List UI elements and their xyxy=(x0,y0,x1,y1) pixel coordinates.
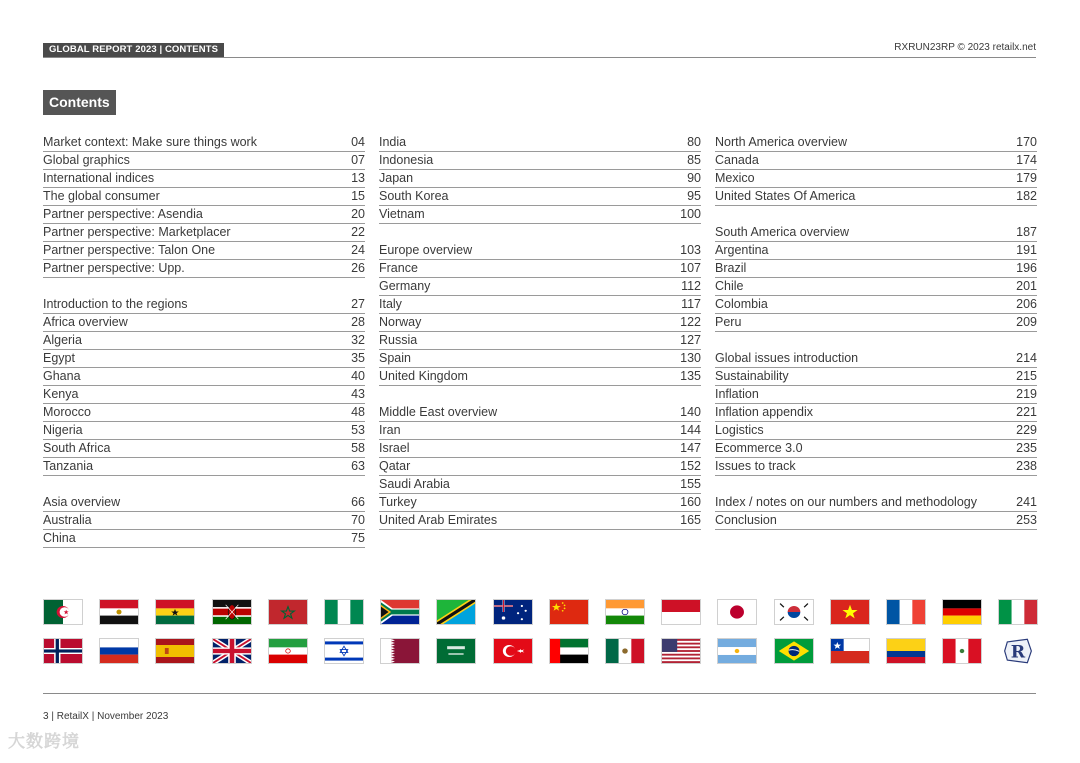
toc-entry-title: China xyxy=(43,531,76,545)
watermark: 大数跨境 xyxy=(8,732,80,751)
toc-entry-page-number: 48 xyxy=(351,405,365,419)
toc-entry[interactable] xyxy=(715,440,1037,458)
toc-entry[interactable] xyxy=(379,242,701,260)
toc-entry-title: Morocco xyxy=(43,405,91,419)
toc-entry[interactable] xyxy=(715,260,1037,278)
spain-flag-icon xyxy=(155,638,195,664)
toc-entry-page-number: 147 xyxy=(680,441,701,455)
toc-entry-title: Egypt xyxy=(43,351,75,365)
toc-column-1 xyxy=(43,134,365,548)
toc-entry[interactable] xyxy=(379,188,701,206)
south-korea-flag-icon xyxy=(774,599,814,625)
toc-entry[interactable] xyxy=(715,512,1037,530)
footer-divider xyxy=(43,693,1036,694)
toc-entry-page-number: 112 xyxy=(681,279,701,293)
united-kingdom-flag-icon xyxy=(212,638,252,664)
toc-entry-page-number: 85 xyxy=(687,153,701,167)
iran-flag-icon xyxy=(268,638,308,664)
toc-entry[interactable] xyxy=(379,440,701,458)
toc-entry-page-number: 174 xyxy=(1016,153,1037,167)
toc-entry-title: The global consumer xyxy=(43,189,160,203)
toc-entry-title: India xyxy=(379,135,407,149)
toc-entry[interactable] xyxy=(715,404,1037,422)
toc-entry-page-number: 26 xyxy=(351,261,365,275)
china-flag-icon xyxy=(549,599,589,625)
kenya-flag-icon xyxy=(212,599,252,625)
toc-entry-title: Partner perspective: Marketplacer xyxy=(43,225,231,239)
toc-entry-title: Partner perspective: Talon One xyxy=(43,243,216,257)
toc-entry[interactable] xyxy=(379,206,701,224)
header-divider xyxy=(43,57,1036,58)
toc-entry[interactable] xyxy=(43,296,365,314)
toc-entry-page-number: 170 xyxy=(1016,135,1037,149)
toc-entry[interactable] xyxy=(379,170,701,188)
toc-entry-page-number: 22 xyxy=(351,225,365,239)
toc-entry-title: Vietnam xyxy=(379,207,425,221)
toc-entry[interactable] xyxy=(43,404,365,422)
toc-entry[interactable] xyxy=(715,134,1037,152)
toc-entry[interactable] xyxy=(379,350,701,368)
toc-entry-page-number: 215 xyxy=(1016,369,1037,383)
report-section-tag: GLOBAL REPORT 2023 | CONTENTS xyxy=(43,43,224,57)
toc-entry[interactable] xyxy=(379,134,701,152)
toc-entry-page-number: 165 xyxy=(680,513,701,527)
toc-entry-title: Indonesia xyxy=(379,153,434,167)
toc-entry-page-number: 221 xyxy=(1016,405,1037,419)
toc-entry-page-number: 53 xyxy=(351,423,365,437)
toc-entry-page-number: 155 xyxy=(680,477,701,491)
toc-entry[interactable] xyxy=(43,332,365,350)
toc-entry-page-number: 206 xyxy=(1016,297,1037,311)
toc-entry-page-number: 191 xyxy=(1016,243,1037,257)
toc-entry[interactable] xyxy=(379,512,701,530)
toc-entry[interactable] xyxy=(43,224,365,242)
russia-flag-icon xyxy=(99,638,139,664)
toc-entry-title: Qatar xyxy=(379,459,411,473)
toc-entry-title: International indices xyxy=(43,171,155,185)
toc-entry-page-number: 140 xyxy=(680,405,701,419)
toc-entry-title: Middle East overview xyxy=(379,405,498,419)
toc-entry-title: Inflation xyxy=(715,387,759,401)
australia-flag-icon xyxy=(493,599,533,625)
toc-entry-title: Japan xyxy=(379,171,414,185)
chile-flag-icon xyxy=(830,638,870,664)
toc-entry-page-number: 90 xyxy=(687,171,701,185)
toc-entry-page-number: 127 xyxy=(680,333,701,347)
toc-spacer xyxy=(715,206,1037,224)
toc-entry-title: Argentina xyxy=(715,243,769,257)
toc-entry-page-number: 179 xyxy=(1016,171,1037,185)
morocco-flag-icon xyxy=(268,599,308,625)
toc-entry-page-number: 27 xyxy=(351,297,365,311)
toc-entry[interactable] xyxy=(43,206,365,224)
japan-flag-icon xyxy=(717,599,757,625)
germany-flag-icon xyxy=(942,599,982,625)
toc-entry[interactable] xyxy=(43,170,365,188)
uae-flag-icon xyxy=(549,638,589,664)
toc-entry-title: Logistics xyxy=(715,423,764,437)
ghana-flag-icon xyxy=(155,599,195,625)
toc-spacer xyxy=(715,476,1037,494)
toc-entry[interactable] xyxy=(379,494,701,512)
south-africa-flag-icon xyxy=(380,599,420,625)
toc-column-2 xyxy=(379,134,701,530)
toc-entry[interactable] xyxy=(379,368,701,386)
toc-entry[interactable] xyxy=(43,512,365,530)
toc-entry-title: Nigeria xyxy=(43,423,83,437)
toc-spacer xyxy=(43,476,365,494)
peru-flag-icon xyxy=(942,638,982,664)
toc-entry[interactable] xyxy=(715,368,1037,386)
toc-entry-page-number: 103 xyxy=(680,243,701,257)
toc-entry[interactable] xyxy=(379,314,701,332)
toc-entry-page-number: 80 xyxy=(687,135,701,149)
toc-entry-title: Asia overview xyxy=(43,495,121,509)
svg-text:R: R xyxy=(1011,642,1026,663)
toc-entry-page-number: 241 xyxy=(1016,495,1037,509)
usa-flag-icon xyxy=(661,638,701,664)
toc-entry-page-number: 144 xyxy=(680,423,701,437)
toc-entry-title: Peru xyxy=(715,315,742,329)
toc-entry-title: Partner perspective: Upp. xyxy=(43,261,185,275)
toc-entry[interactable] xyxy=(715,296,1037,314)
toc-entry-title: United Kingdom xyxy=(379,369,468,383)
toc-entry-page-number: 24 xyxy=(351,243,365,257)
toc-entry-page-number: 130 xyxy=(680,351,701,365)
toc-entry-title: Global issues introduction xyxy=(715,351,859,365)
toc-entry-page-number: 122 xyxy=(680,315,701,329)
toc-entry-page-number: 219 xyxy=(1016,387,1037,401)
toc-entry-title: Ecommerce 3.0 xyxy=(715,441,803,455)
toc-entry[interactable] xyxy=(715,314,1037,332)
toc-spacer xyxy=(43,278,365,296)
toc-spacer xyxy=(715,332,1037,350)
toc-entry-title: Israel xyxy=(379,441,410,455)
israel-flag-icon xyxy=(324,638,364,664)
toc-entry-title: South Korea xyxy=(379,189,449,203)
toc-entry-title: Italy xyxy=(379,297,402,311)
toc-entry-title: Algeria xyxy=(43,333,82,347)
vietnam-flag-icon xyxy=(830,599,870,625)
toc-entry-page-number: 35 xyxy=(351,351,365,365)
toc-entry-title: Issues to track xyxy=(715,459,796,473)
france-flag-icon xyxy=(886,599,926,625)
toc-entry-page-number: 95 xyxy=(687,189,701,203)
toc-entry-page-number: 201 xyxy=(1016,279,1037,293)
toc-entry[interactable] xyxy=(379,296,701,314)
toc-entry-page-number: 28 xyxy=(351,315,365,329)
toc-entry[interactable] xyxy=(715,188,1037,206)
toc-entry[interactable] xyxy=(715,386,1037,404)
toc-column-3 xyxy=(715,134,1037,530)
toc-entry-title: Index / notes on our numbers and methodology xyxy=(715,495,977,509)
toc-entry-title: Market context: Make sure things work xyxy=(43,135,257,149)
toc-entry-page-number: 13 xyxy=(351,171,365,185)
toc-entry[interactable] xyxy=(715,494,1037,512)
toc-entry-title: North America overview xyxy=(715,135,847,149)
toc-entry[interactable] xyxy=(43,188,365,206)
toc-entry-title: Introduction to the regions xyxy=(43,297,188,311)
argentina-flag-icon xyxy=(717,638,757,664)
toc-entry-page-number: 229 xyxy=(1016,423,1037,437)
toc-entry[interactable] xyxy=(43,530,365,548)
toc-spacer xyxy=(379,224,701,242)
toc-entry-page-number: 235 xyxy=(1016,441,1037,455)
toc-entry-page-number: 152 xyxy=(680,459,701,473)
toc-entry-title: Kenya xyxy=(43,387,79,401)
toc-entry-page-number: 214 xyxy=(1016,351,1037,365)
egypt-flag-icon xyxy=(99,599,139,625)
tanzania-flag-icon xyxy=(436,599,476,625)
toc-entry[interactable] xyxy=(43,152,365,170)
india-flag-icon xyxy=(605,599,645,625)
toc-entry-title: South Africa xyxy=(43,441,111,455)
flag-row-2 xyxy=(43,638,1037,666)
toc-entry-page-number: 238 xyxy=(1016,459,1037,473)
toc-entry-title: Turkey xyxy=(379,495,417,509)
toc-entry-title: Ghana xyxy=(43,369,81,383)
toc-entry-title: France xyxy=(379,261,418,275)
toc-entry-page-number: 15 xyxy=(351,189,365,203)
toc-entry-title: Global graphics xyxy=(43,153,130,167)
toc-entry-title: Partner perspective: Asendia xyxy=(43,207,203,221)
toc-entry-page-number: 253 xyxy=(1016,513,1037,527)
toc-entry-title: United States Of America xyxy=(715,189,856,203)
toc-entry-title: South America overview xyxy=(715,225,850,239)
toc-entry[interactable] xyxy=(379,476,701,494)
indonesia-flag-icon xyxy=(661,599,701,625)
norway-flag-icon xyxy=(43,638,83,664)
toc-entry[interactable] xyxy=(43,458,365,476)
toc-entry[interactable] xyxy=(715,224,1037,242)
toc-entry[interactable] xyxy=(715,170,1037,188)
toc-entry-page-number: 182 xyxy=(1016,189,1037,203)
toc-entry[interactable] xyxy=(715,458,1037,476)
toc-entry[interactable] xyxy=(43,134,365,152)
toc-entry-page-number: 20 xyxy=(351,207,365,221)
toc-entry-page-number: 160 xyxy=(680,495,701,509)
toc-entry-title: Russia xyxy=(379,333,418,347)
toc-entry[interactable] xyxy=(715,422,1037,440)
toc-entry-page-number: 32 xyxy=(351,333,365,347)
toc-entry[interactable] xyxy=(43,440,365,458)
toc-entry[interactable] xyxy=(379,152,701,170)
italy-flag-icon xyxy=(998,599,1038,625)
toc-entry-title: Africa overview xyxy=(43,315,128,329)
toc-entry-title: Inflation appendix xyxy=(715,405,813,419)
toc-entry-title: United Arab Emirates xyxy=(379,513,498,527)
toc-entry-page-number: 43 xyxy=(351,387,365,401)
toc-entry[interactable] xyxy=(43,314,365,332)
toc-entry-title: Saudi Arabia xyxy=(379,477,450,491)
toc-entry[interactable] xyxy=(379,332,701,350)
toc-entry-page-number: 04 xyxy=(351,135,365,149)
toc-entry-page-number: 58 xyxy=(351,441,365,455)
algeria-flag-icon xyxy=(43,599,83,625)
toc-entry[interactable] xyxy=(43,494,365,512)
toc-entry-title: Europe overview xyxy=(379,243,473,257)
toc-entry-page-number: 07 xyxy=(351,153,365,167)
toc-entry-title: Mexico xyxy=(715,171,755,185)
toc-entry[interactable] xyxy=(379,278,701,296)
toc-entry-page-number: 75 xyxy=(351,531,365,545)
toc-entry-title: Colombia xyxy=(715,297,768,311)
toc-entry-page-number: 63 xyxy=(351,459,365,473)
toc-entry[interactable] xyxy=(715,152,1037,170)
toc-entry-title: Sustainability xyxy=(715,369,789,383)
qatar-flag-icon xyxy=(380,638,420,664)
toc-entry-title: Canada xyxy=(715,153,759,167)
toc-entry-page-number: 70 xyxy=(351,513,365,527)
toc-entry[interactable] xyxy=(43,242,365,260)
toc-entry-title: Germany xyxy=(379,279,431,293)
saudi-arabia-flag-icon xyxy=(436,638,476,664)
toc-entry[interactable] xyxy=(43,422,365,440)
toc-entry-page-number: 66 xyxy=(351,495,365,509)
toc-entry[interactable] xyxy=(379,404,701,422)
toc-entry-title: Iran xyxy=(379,423,401,437)
toc-entry-page-number: 40 xyxy=(351,369,365,383)
toc-entry-title: Brazil xyxy=(715,261,747,275)
toc-entry[interactable] xyxy=(43,350,365,368)
toc-spacer xyxy=(379,386,701,404)
toc-entry-page-number: 100 xyxy=(680,207,701,221)
toc-entry[interactable] xyxy=(715,242,1037,260)
page-footer: 3 | RetailX | November 2023 xyxy=(43,711,169,722)
toc-entry[interactable] xyxy=(43,260,365,278)
toc-entry[interactable] xyxy=(43,368,365,386)
toc-entry-page-number: 196 xyxy=(1016,261,1037,275)
toc-entry-page-number: 107 xyxy=(680,261,701,275)
toc-entry-page-number: 117 xyxy=(681,297,701,311)
page-title: Contents xyxy=(43,90,116,115)
retailx-logo-icon xyxy=(998,638,1038,664)
toc-entry-page-number: 187 xyxy=(1016,225,1037,239)
toc-entry-page-number: 209 xyxy=(1016,315,1037,329)
colombia-flag-icon xyxy=(886,638,926,664)
mexico-flag-icon xyxy=(605,638,645,664)
toc-entry[interactable] xyxy=(379,422,701,440)
toc-entry-title: Conclusion xyxy=(715,513,777,527)
toc-entry-title: Tanzania xyxy=(43,459,94,473)
toc-entry[interactable] xyxy=(379,458,701,476)
toc-entry[interactable] xyxy=(715,278,1037,296)
report-reference: RXRUN23RP © 2023 retailx.net xyxy=(894,42,1036,53)
toc-entry[interactable] xyxy=(379,260,701,278)
toc-entry-title: Spain xyxy=(379,351,411,365)
flag-row-1 xyxy=(43,599,1037,627)
toc-entry[interactable] xyxy=(43,386,365,404)
toc-entry-title: Chile xyxy=(715,279,744,293)
toc-entry-title: Australia xyxy=(43,513,92,527)
nigeria-flag-icon xyxy=(324,599,364,625)
toc-entry[interactable] xyxy=(715,350,1037,368)
brazil-flag-icon xyxy=(774,638,814,664)
toc-entry-page-number: 135 xyxy=(680,369,701,383)
toc-entry-title: Norway xyxy=(379,315,422,329)
turkey-flag-icon xyxy=(493,638,533,664)
